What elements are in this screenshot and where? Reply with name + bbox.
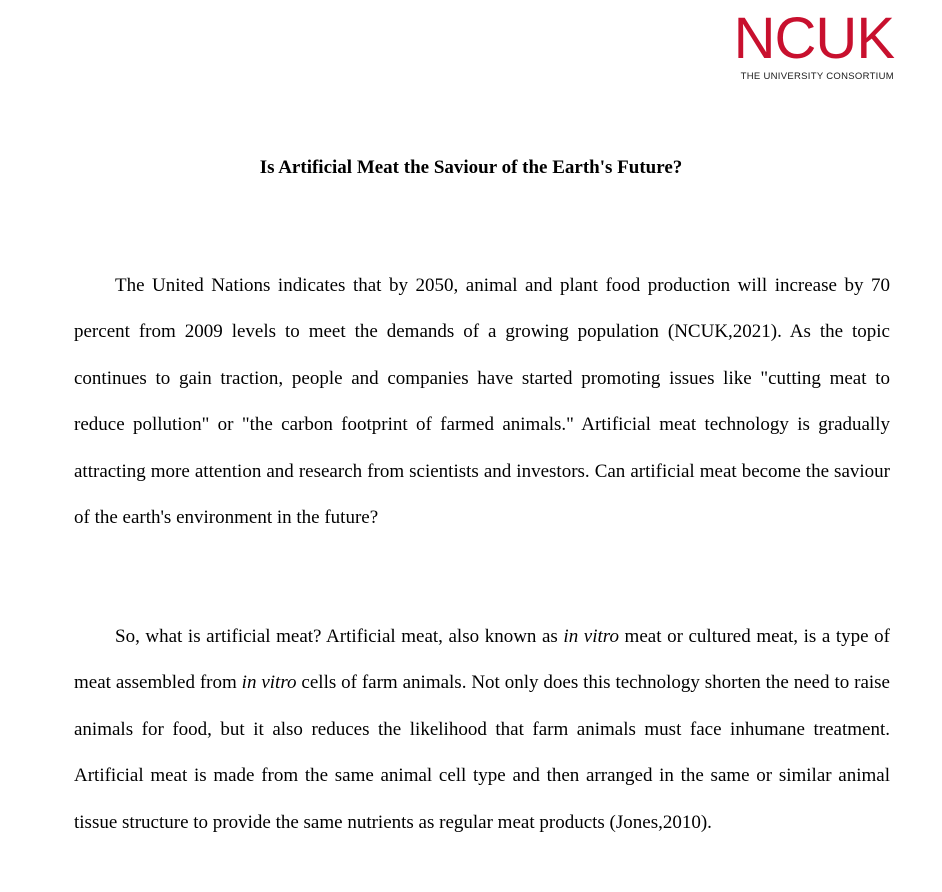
ncuk-logo [719, 6, 894, 82]
document-title: Is Artificial Meat the Saviour of the Earth's Future? [259, 157, 683, 178]
logo-wordmark: NCUK [733, 6, 894, 71]
paragraph-text-segment: meat or cultured meat, is a type of meat assembled from [74, 626, 890, 694]
paragraph-definition [74, 614, 890, 846]
italic-term: in vitro [241, 672, 297, 694]
paragraph-text-segment: cells of farm animals. Not only does this technology shorten the need to raise animals for food, but it also reduces the likelihood that farm animals must face inhumane treatment. Artificial meat is made from the same animal cell type and then arranged in the same or similar animal tissue structure to provide the same nutrients as regular meat products (Jones,2010). [74, 672, 890, 833]
paragraph-intro: The United Nations indicates that by 2050, animal and plant food production will increase by 70 percent from 2009 levels to meet the demands of a growing population (NCUK,2021). As the topic continues to gain traction, people and companies have started promoting issues like "cutting meat to reduce pollution" or "the carbon footprint of farmed animals." Artificial meat technology is gradually attracting more attention and research from scientists and investors. Can artificial meat become the saviour of the earth's environment in the future? [74, 275, 890, 529]
paragraph-text-segment: So, what is artificial meat? Artificial meat, also known as [115, 626, 564, 647]
italic-term: in vitro [563, 626, 619, 647]
logo-tagline: THE UNIVERSITY CONSORTIUM [740, 71, 894, 82]
